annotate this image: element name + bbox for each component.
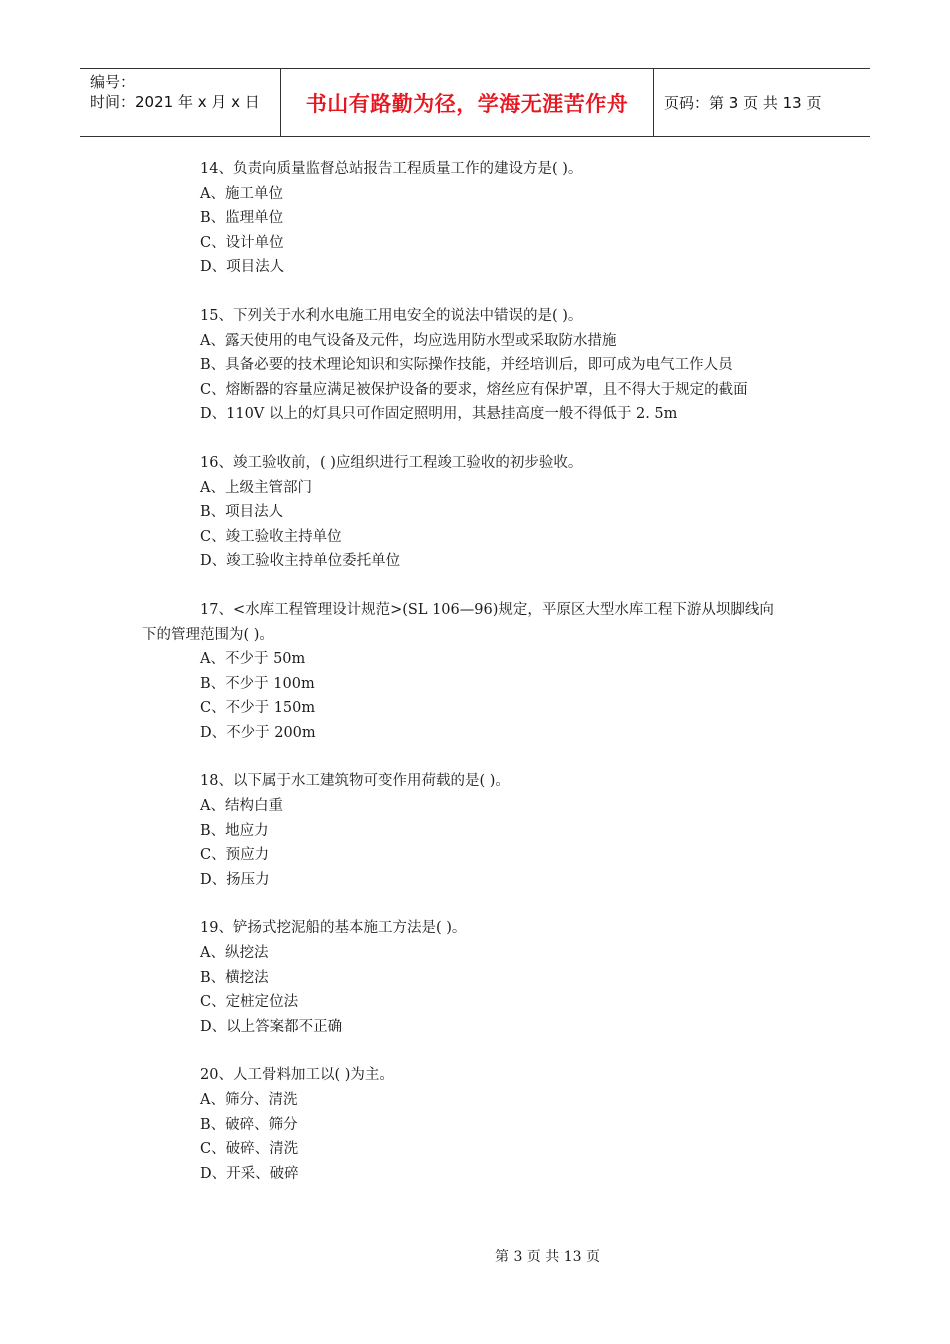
option-a: A、露天使用的电气设备及元件，均应选用防水型或采取防水措施 bbox=[200, 332, 617, 349]
header-middle-cell bbox=[281, 69, 654, 136]
time-label: 时间：2021 年 x 月 x 日 bbox=[90, 93, 260, 111]
option-c: C、破碎、清洗 bbox=[200, 1141, 299, 1158]
question-18 bbox=[0, 769, 950, 892]
serial-label: 编号： bbox=[90, 73, 136, 91]
option-c: C、不少于 150m bbox=[200, 700, 316, 717]
page-info: 页码：第 3 页 共 13 页 bbox=[664, 94, 822, 112]
question-20 bbox=[0, 1063, 950, 1186]
option-d: D、不少于 200m bbox=[200, 724, 316, 741]
option-c: C、熔断器的容量应满足被保护设备的要求，熔丝应有保护罩，且不得大于规定的截面 bbox=[200, 381, 748, 398]
option-c: C、预应力 bbox=[200, 847, 270, 864]
question-stem-line-1: 17、<水库工程管理设计规范>(SL 106—96)规定，平原区大型水库工程下游从坝脚线向 bbox=[200, 601, 774, 618]
option-c: C、定桩定位法 bbox=[200, 994, 299, 1011]
option-d: D、以上答案都不正确 bbox=[200, 1018, 343, 1035]
option-c: C、设计单位 bbox=[200, 234, 284, 251]
option-b: B、破碎、筛分 bbox=[200, 1116, 298, 1133]
option-b: B、横挖法 bbox=[200, 969, 269, 986]
option-b: B、不少于 100m bbox=[200, 675, 315, 692]
question-15 bbox=[0, 304, 950, 427]
option-b: B、具备必要的技术理论知识和实际操作技能，并经培训后，即可成为电气工作人员 bbox=[200, 357, 733, 374]
option-a: A、纵挖法 bbox=[200, 945, 269, 962]
question-stem: 18、以下属于水工建筑物可变作用荷载的是( )。 bbox=[200, 773, 510, 790]
question-14 bbox=[0, 157, 950, 280]
question-stem bbox=[0, 598, 950, 647]
option-a: A、上级主管部门 bbox=[200, 479, 312, 496]
page-footer: 第 3 页 共 13 页 bbox=[495, 1249, 600, 1265]
question-stem: 14、负责向质量监督总站报告工程质量工作的建设方是( )。 bbox=[200, 161, 583, 177]
option-d: D、开采、破碎 bbox=[200, 1165, 299, 1182]
option-a: A、施工单位 bbox=[200, 185, 283, 202]
page-header bbox=[80, 68, 870, 137]
question-stem: 15、下列关于水利水电施工用电安全的说法中错误的是( )。 bbox=[200, 307, 583, 324]
question-19 bbox=[0, 916, 950, 1039]
header-left-cell bbox=[80, 69, 281, 136]
motto: 书山有路勤为径，学海无涯苦作舟 bbox=[305, 91, 629, 116]
option-b: B、项目法人 bbox=[200, 504, 284, 521]
option-a: A、结构白重 bbox=[200, 798, 283, 815]
question-17 bbox=[0, 598, 950, 746]
header-right-cell bbox=[654, 69, 870, 136]
option-c: C、竣工验收主持单位 bbox=[200, 528, 342, 545]
question-stem: 20、人工骨料加工以( )为主。 bbox=[200, 1067, 394, 1084]
option-d: D、项目法人 bbox=[200, 259, 285, 276]
option-d: D、竣工验收主持单位委托单位 bbox=[200, 553, 401, 570]
option-b: B、监理单位 bbox=[200, 210, 284, 227]
question-16 bbox=[0, 451, 950, 574]
option-a: A、筛分、清洗 bbox=[200, 1092, 298, 1108]
question-list bbox=[0, 157, 950, 1210]
option-d: D、110V 以上的灯具只可作固定照明用，其悬挂高度一般不得低于 2. 5m bbox=[200, 406, 678, 423]
option-b: B、地应力 bbox=[200, 822, 269, 839]
question-stem-line-2: 下的管理范围为( )。 bbox=[142, 626, 274, 643]
question-stem: 16、竣工验收前，( )应组织进行工程竣工验收的初步验收。 bbox=[200, 454, 583, 471]
option-a: A、不少于 50m bbox=[200, 651, 306, 668]
option-d: D、扬压力 bbox=[200, 871, 270, 888]
question-stem: 19、铲扬式挖泥船的基本施工方法是( )。 bbox=[200, 920, 467, 937]
